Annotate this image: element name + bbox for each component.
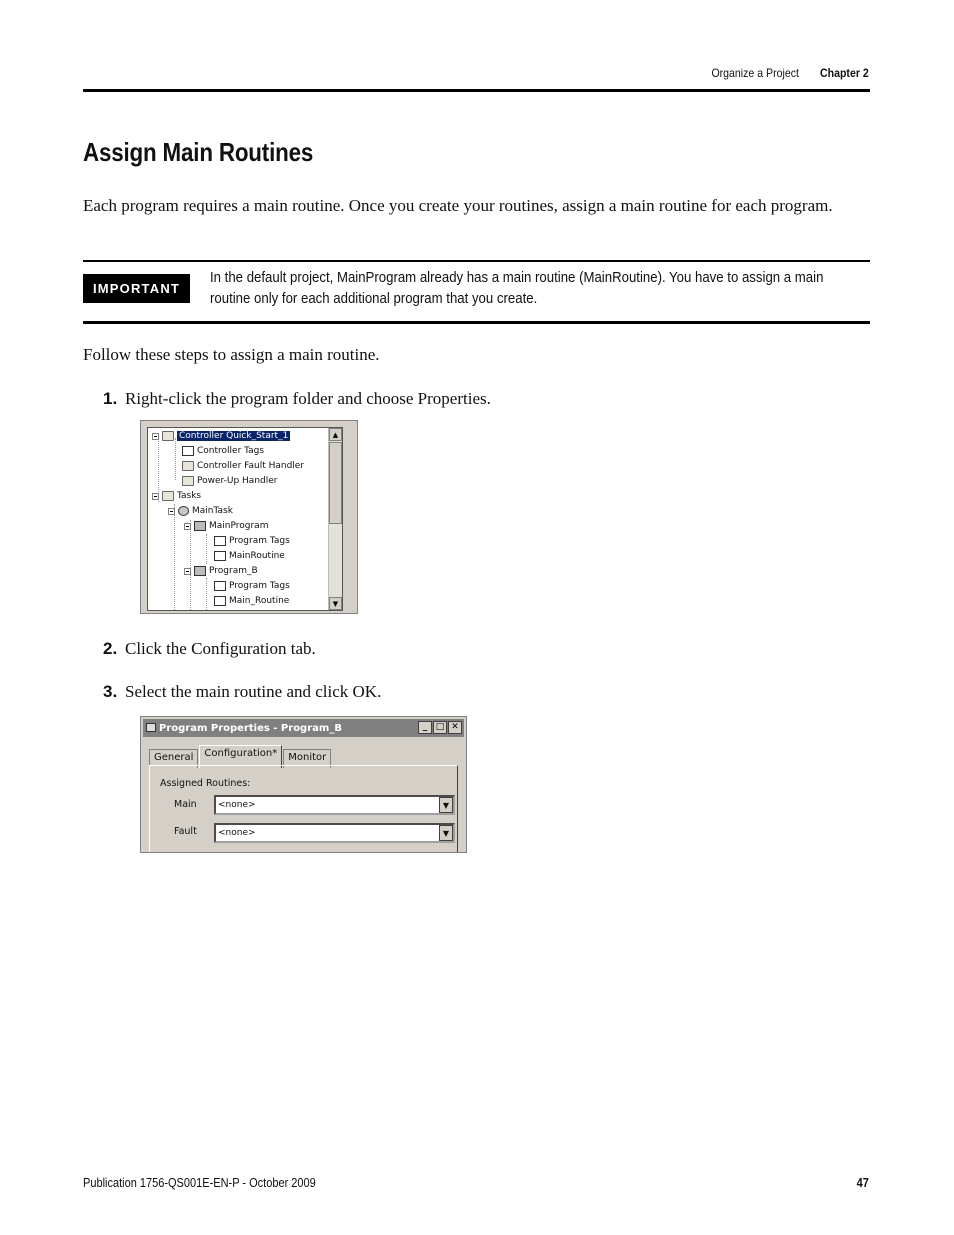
tree-node-controller-tags[interactable]: Controller Tags <box>182 444 264 458</box>
page-number: 47 <box>856 1176 869 1190</box>
task-icon <box>178 506 189 516</box>
program-icon <box>194 566 206 576</box>
fault-routine-value: <none> <box>218 828 256 838</box>
scroll-up-icon[interactable]: ▲ <box>329 428 342 441</box>
follow-paragraph: Follow these steps to assign a main routine. <box>83 345 380 364</box>
page-title: Assign Main Routines <box>83 137 314 167</box>
tree-node-fault-handler[interactable]: Controller Fault Handler <box>182 459 304 473</box>
important-text: In the default project, MainProgram already has a main routine (MainRoutine). You have to assign a main routine only for each additional program that you create. <box>210 269 824 307</box>
step-text: Click the Configuration tab. <box>125 639 316 658</box>
tab-configuration[interactable]: Configuration* <box>199 745 282 768</box>
header-rule <box>83 89 870 92</box>
intro-paragraph: Each program requires a main routine. Once you create your routines, assign a main routine for each program. <box>83 196 833 215</box>
step-3 <box>103 681 381 703</box>
tab-monitor[interactable]: Monitor <box>283 749 331 768</box>
important-bottom-rule <box>83 321 870 324</box>
scroll-thumb[interactable] <box>329 442 342 524</box>
main-routine-select[interactable] <box>214 795 455 815</box>
running-header <box>712 66 869 80</box>
folder-icon <box>162 491 174 501</box>
folder-icon <box>182 476 194 486</box>
fault-label: Fault <box>174 826 197 837</box>
tree-node-power-up-handler[interactable]: Power-Up Handler <box>182 474 277 488</box>
tree-node-mainprogram[interactable]: MainProgram <box>184 519 268 533</box>
step-2 <box>103 638 316 660</box>
step-1 <box>103 388 491 410</box>
tree-node-controller[interactable]: Controller Quick_Start_1 <box>152 429 290 443</box>
tags-icon <box>214 536 226 546</box>
folder-icon <box>162 431 174 441</box>
tree-node-mainroutine[interactable]: MainRoutine <box>214 549 285 563</box>
scroll-down-icon[interactable]: ▼ <box>329 597 342 610</box>
step-number: 3. <box>103 682 118 701</box>
tree-node-tasks[interactable]: Tasks <box>152 489 201 503</box>
configuration-panel <box>149 765 458 853</box>
tree-node-program-tags[interactable]: Program Tags <box>214 534 290 548</box>
footer-publication: Publication 1756-QS001E-EN-P - October 2009 <box>83 1176 316 1190</box>
tab-general[interactable]: General <box>149 749 198 768</box>
dialog-titlebar[interactable] <box>143 719 464 737</box>
main-label: Main <box>174 799 197 810</box>
tree-scrollbar[interactable] <box>328 428 342 610</box>
routine-icon <box>214 596 226 606</box>
minimize-button[interactable]: _ <box>418 721 432 734</box>
step-text: Select the main routine and click OK. <box>125 682 382 701</box>
header-chapter: Chapter 2 <box>820 66 869 80</box>
tree-node-main-routine[interactable]: Main_Routine <box>214 594 289 608</box>
tags-icon <box>214 581 226 591</box>
controller-organizer-tree <box>147 427 343 611</box>
tree-node-program-b[interactable]: Program_B <box>184 564 258 578</box>
program-properties-dialog <box>140 716 467 853</box>
fault-routine-select[interactable] <box>214 823 455 843</box>
program-icon <box>194 521 206 531</box>
tree-node-program-b-tags[interactable]: Program Tags <box>214 579 290 593</box>
tree-node-maintask[interactable]: MainTask <box>168 504 233 518</box>
tags-icon <box>182 446 194 456</box>
main-routine-value: <none> <box>218 800 256 810</box>
close-button[interactable]: ✕ <box>448 721 462 734</box>
maximize-button[interactable]: □ <box>433 721 447 734</box>
step-text: Right-click the program folder and choose Properties. <box>125 389 491 408</box>
important-top-rule <box>83 260 870 262</box>
header-section: Organize a Project <box>711 66 800 80</box>
chevron-down-icon[interactable]: ▼ <box>439 825 453 841</box>
step-number: 2. <box>103 639 118 658</box>
assigned-routines-label: Assigned Routines: <box>160 778 251 789</box>
folder-icon <box>182 461 194 471</box>
window-icon <box>146 723 156 732</box>
dialog-title: Program Properties - Program_B <box>159 722 342 734</box>
chevron-down-icon[interactable]: ▼ <box>439 797 453 813</box>
routine-icon <box>214 551 226 561</box>
project-tree-screenshot <box>140 420 358 614</box>
important-badge: IMPORTANT <box>83 274 190 303</box>
step-number: 1. <box>103 389 118 408</box>
